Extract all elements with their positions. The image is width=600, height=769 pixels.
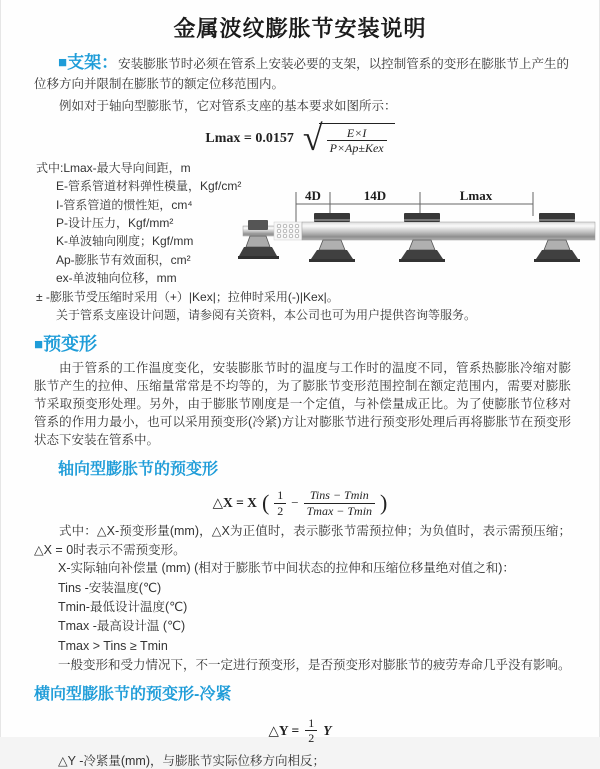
preform-section-heading bbox=[34, 330, 599, 356]
lateral-formula-prefix: △Y = bbox=[268, 722, 300, 738]
support-label-text: 支架： bbox=[67, 53, 119, 72]
main-pipe bbox=[302, 222, 595, 240]
lateral-definition-line: △Y -冷紧量(mm)，与膨胀节实际位移方向相反； bbox=[58, 754, 326, 769]
temp-fraction-denominator: Tmax − Tmin bbox=[306, 503, 373, 518]
support-intro-text: 安装膨胀节时必须在管系上安装必要的支架，以控制管系的变形在膨胀节上产生的位移方向并限制在膨胀节的额定位移范围内。 bbox=[34, 57, 570, 91]
line-general-note: 一般变形和受力情况下，不一定进行预变形，是否预变形对膨胀节的疲劳寿命几乎没有影响。 bbox=[58, 658, 571, 673]
def-line-k: K-单波轴向刚度；Kgf/mm bbox=[56, 234, 194, 249]
def-line-ex: ex-单波轴向位移，mm bbox=[56, 271, 177, 286]
blue-square-icon: ■ bbox=[34, 336, 44, 354]
dimension-label-lmax: Lmax bbox=[459, 187, 493, 203]
def-line-sign: ± -膨胀节受压缩时采用（+）|Kex|；拉伸时采用(-)|Kex|。 bbox=[36, 289, 339, 304]
lmax-fraction-denominator: P×Ap±Kex bbox=[329, 141, 384, 156]
radical-sign: √ bbox=[302, 118, 323, 158]
axial-preform-heading: 轴向型膨胀节的预变形 bbox=[58, 461, 219, 479]
line-tmax-definition: Tmax -最高设计温 (℃) bbox=[58, 619, 186, 634]
temp-fraction-numerator: Tins − Tmin bbox=[304, 488, 375, 503]
def-line-e: E-管系管道材料弹性模量，Kgf/cm² bbox=[56, 179, 242, 194]
line-tmin-definition: Tmin-最低设计温度(℃) bbox=[58, 600, 188, 615]
half-numerator: 1 bbox=[305, 716, 317, 731]
preform-heading-text: 预变形 bbox=[43, 334, 98, 355]
def-line-i: I-管系管道的惯性矩，cm⁴ bbox=[56, 197, 193, 212]
lmax-fraction-numerator: E×I bbox=[327, 126, 387, 141]
definitions-and-diagram bbox=[1, 159, 599, 325]
line-tins-definition: Tins -安装温度(℃) bbox=[58, 580, 162, 595]
line-x-definition: X-实际轴向补偿量 (mm) (相对于膨胀节中间状态的拉伸和压缩位移量绝对值之和)： bbox=[58, 561, 515, 576]
lmax-formula-lhs: Lmax = 0.0157 bbox=[205, 131, 294, 147]
sqrt-expression bbox=[302, 118, 395, 158]
page-title: 金属波纹膨胀节安装说明 bbox=[173, 16, 427, 41]
sqrt-body bbox=[319, 123, 395, 156]
minus-sign: − bbox=[291, 495, 299, 511]
lmax-formula bbox=[1, 118, 599, 158]
one-half-fraction bbox=[305, 716, 317, 746]
half-denominator: 2 bbox=[308, 731, 315, 746]
preform-body-paragraph: 由于管系的工作温度变化，安装膨胀节时的温度与工作时的温度不同，管系热膨胀冷缩对膨胀节产生的拉伸、压缩量常常是不均等的，为了膨胀节变形范围控制在额定范围内，需要对膨胀节采取预变形处理。另外，由于膨胀节刚度是一个定值，与补偿量成正比。为了使膨胀节位移对管系的作用力最小，也可以采用预变形(冷紧)方让对膨胀节进行预变形处理后再将膨胀节在预变形状态下安装在管系中。 bbox=[34, 361, 571, 447]
def-line-p: P-设计压力，Kgf/mm² bbox=[56, 216, 174, 230]
line-temp-inequality: Tmax > Tins ≥ Tmin bbox=[58, 638, 168, 653]
temperature-fraction bbox=[304, 488, 375, 518]
lateral-preform-heading: 横向型膨胀节的预变形-冷紧 bbox=[34, 685, 232, 703]
axial-definition-lines bbox=[1, 559, 599, 675]
lmax-fraction bbox=[327, 126, 387, 156]
support-spacing-diagram bbox=[243, 186, 595, 271]
lateral-formula-suffix: Y bbox=[323, 722, 332, 738]
close-paren: ) bbox=[380, 490, 388, 516]
def-line-ap: Ap-膨胀节有效面积，cm² bbox=[56, 252, 191, 267]
dimension-label-4d: 4D bbox=[305, 187, 321, 203]
open-paren: ( bbox=[261, 490, 270, 516]
one-half-fraction bbox=[274, 488, 286, 518]
axial-preform-formula bbox=[1, 488, 599, 518]
def-line-note: 关于管系支座设计问题，请参阅有关资料，本公司也可为用户提供咨询等服务。 bbox=[56, 308, 477, 323]
dimension-label-14d: 14D bbox=[363, 187, 387, 203]
support-section-label bbox=[58, 53, 118, 72]
axial-formula-prefix: △X = X bbox=[212, 495, 257, 511]
half-denominator: 2 bbox=[277, 503, 284, 518]
support-intro-paragraph bbox=[34, 53, 569, 94]
bellows-icon bbox=[274, 222, 302, 240]
half-numerator: 1 bbox=[274, 488, 286, 503]
def-line-lmax: 式中:Lmax-最大导向间距，m bbox=[36, 160, 191, 175]
blue-square-icon: ■ bbox=[58, 54, 68, 71]
support-example-line: 例如对于轴向型膨胀节，它对管系支座的基本要求如图所示： bbox=[59, 99, 397, 113]
axial-formula-explanation: 式中：△X-预变形量(mm)，△X为正值时，表示膨张节需预拉伸；为负值时，表示需预压缩；△X = 0时表示不需预变形。 bbox=[34, 524, 571, 557]
lateral-preform-formula bbox=[1, 716, 599, 746]
